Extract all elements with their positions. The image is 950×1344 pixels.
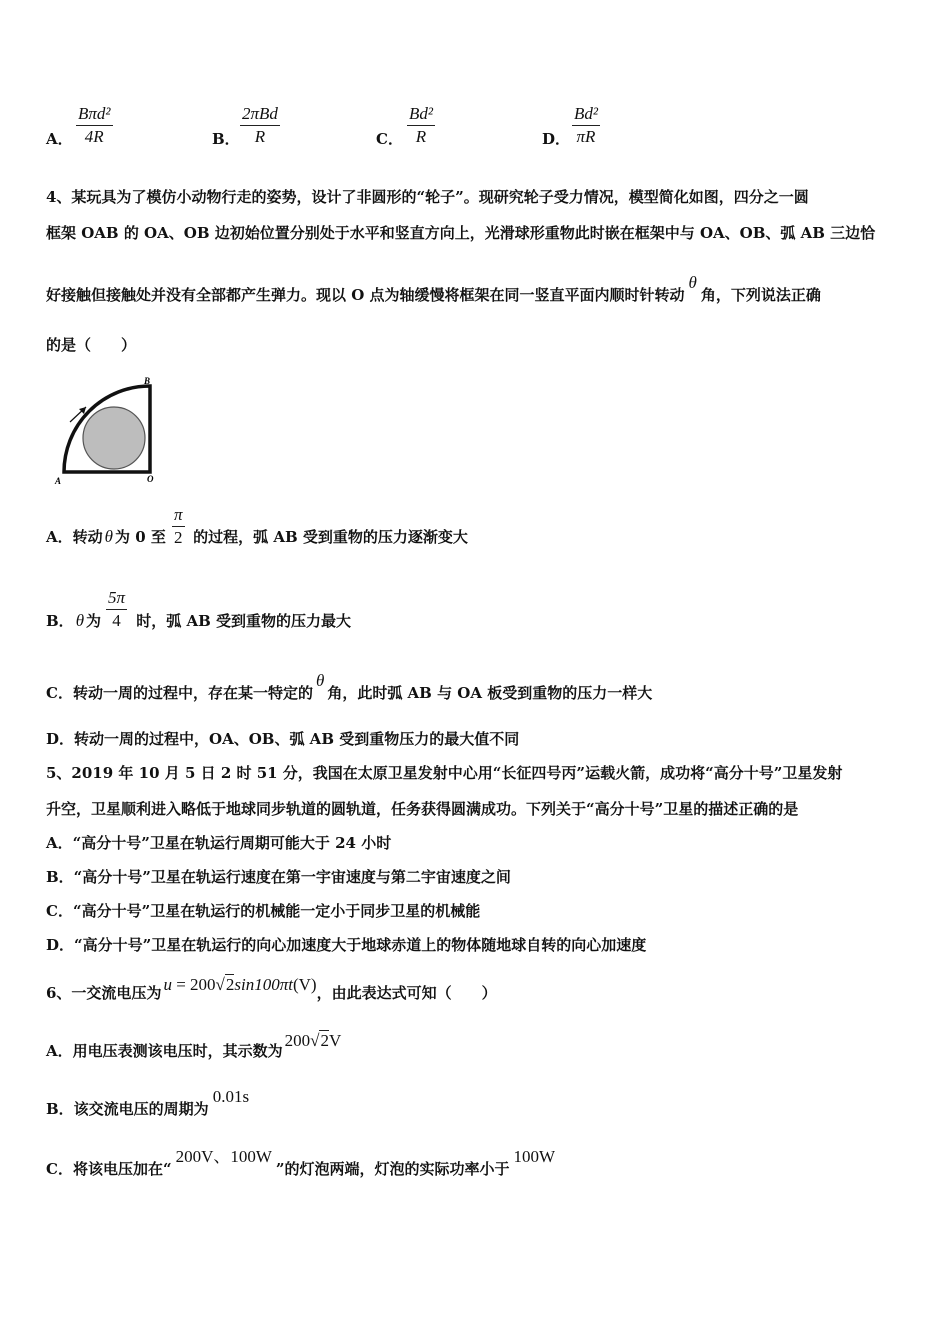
q6-option-c-mid: ”的灯泡两端，灯泡的实际功率小于	[275, 1160, 510, 1178]
q6-formula-eq: = 200	[176, 975, 216, 994]
q6-option-c-power: 100W	[513, 1147, 556, 1166]
q6-formula-sqrt: 2	[225, 975, 235, 994]
q3-option-a-num: Bπd²	[78, 104, 111, 123]
q4-option-b-theta: θ	[75, 611, 85, 630]
q4-option-a-fraction	[172, 505, 185, 548]
q6-option-a-value: 200√2V	[284, 1031, 342, 1050]
q4-stem-line-4: 的是（ ）	[46, 336, 137, 354]
q3-option-b-fraction	[240, 104, 280, 147]
q5-option-c: C．“高分十号”卫星在轨运行的机械能一定小于同步卫星的机械能	[46, 902, 481, 920]
q4-stem-line-3a: 好接触但接触处并没有全部都产生弹力。现以 O 点为轴缓慢将框架在同一竖直平面内顺时针转动	[46, 286, 685, 304]
q4-option-a-theta: θ	[104, 527, 113, 546]
q6-formula-unit: (V)	[292, 975, 317, 994]
q3-option-b-den: R	[254, 127, 266, 146]
q3-option-c-den: R	[415, 127, 427, 146]
q3-option-a-fraction	[76, 104, 113, 147]
q3-option-c-fraction	[407, 104, 435, 147]
ball-weight	[83, 407, 145, 469]
q4-stem-line-3	[46, 273, 821, 306]
q4-option-b-fraction-den: 4	[112, 611, 121, 630]
quarter-circle-frame-figure	[50, 372, 162, 488]
q4-option-a-fraction-num: π	[174, 505, 183, 524]
q4-option-b-mid: 为	[86, 612, 102, 630]
q4-option-c-theta: θ	[315, 671, 325, 690]
q4-option-b-post: 时，弧 AB 受到重物的压力最大	[136, 612, 352, 630]
q6-option-a	[46, 1031, 342, 1062]
q4-option-a-fraction-den: 2	[174, 528, 183, 547]
q6-option-c-pre: C．将该电压加在“	[46, 1160, 172, 1178]
q4-option-a-pre: A．转动	[46, 528, 103, 546]
q4-option-c	[46, 671, 653, 704]
q3-option-c-letter: C．	[376, 130, 403, 148]
q3-option-d-fraction	[572, 104, 600, 147]
label-o: O	[147, 474, 154, 484]
q4-option-a-mid: 为 0 至	[115, 528, 166, 546]
q5-option-d: D．“高分十号”卫星在轨运行的向心加速度大于地球赤道上的物体随地球自转的向心加速度	[46, 936, 647, 954]
q4-stem-line-2: 框架 OAB 的 OA、OB 边初始位置分别处于水平和竖直方向上，光滑球形重物此时嵌在框架中与 OA、OB、弧 AB 三边恰	[46, 224, 876, 242]
q5-option-b: B．“高分十号”卫星在轨运行速度在第一宇宙速度与第二宇宙速度之间	[46, 868, 511, 886]
q6-stem-post: ，由此表达式可知（ ）	[316, 984, 497, 1002]
q4-option-b-fraction-num: 5π	[108, 588, 126, 607]
q6-option-a-value-coef: 200	[284, 1031, 311, 1050]
q6-option-b-text: B．该交流电压的周期为	[46, 1100, 209, 1118]
q6-formula-u: u	[163, 975, 172, 994]
q4-option-c-pre: C．转动一周的过程中，存在某一特定的	[46, 684, 313, 702]
q3-option-a-den: 4R	[84, 127, 104, 146]
q5-stem-line-2: 升空，卫星顺利进入略低于地球同步轨道的圆轨道，任务获得圆满成功。下列关于“高分十号”卫星的描述正确的是	[46, 800, 799, 818]
q3-option-c-num: Bd²	[409, 104, 433, 123]
label-b: B	[144, 376, 151, 386]
q4-stem-line-3b: 角，下列说法正确	[700, 286, 821, 304]
q4-option-b-fraction	[106, 588, 127, 631]
q3-option-b-num: 2πBd	[242, 104, 278, 123]
q3-option-d-den: πR	[576, 127, 596, 146]
q4-theta: θ	[688, 273, 697, 292]
q6-stem	[46, 975, 497, 1004]
q6-formula: u = 200√2sin100πt(V)	[163, 975, 317, 994]
q4-option-d: D．转动一周的过程中，OA、OB、弧 AB 受到重物压力的最大值不同	[46, 730, 520, 748]
q6-option-c	[46, 1147, 556, 1180]
q6-option-b-value: 0.01s	[212, 1087, 250, 1106]
q3-option-a-letter: A．	[46, 130, 73, 148]
q3-option-d-letter: D．	[542, 130, 571, 148]
q4-option-b	[46, 610, 351, 632]
q6-option-a-value-sqrt: 2	[320, 1031, 329, 1050]
q6-option-c-rating: 200V、100W	[175, 1147, 272, 1166]
q4-option-a-post: 的过程，弧 AB 受到重物的压力逐渐变大	[193, 528, 468, 546]
q4-option-a	[46, 526, 468, 548]
q6-stem-pre: 6、一交流电压为	[46, 984, 162, 1002]
q4-option-c-post: 角，此时弧 AB 与 OA 板受到重物的压力一样大	[327, 684, 653, 702]
label-a: A	[55, 476, 62, 486]
q6-formula-sin: sin100πt	[234, 975, 293, 994]
q5-option-a: A．“高分十号”卫星在轨运行周期可能大于 24 小时	[46, 834, 392, 852]
q3-option-b-letter: B．	[212, 130, 240, 148]
q6-option-a-value-unit: V	[328, 1031, 342, 1050]
q6-option-b	[46, 1087, 250, 1120]
q4-option-b-pre: B．	[46, 612, 74, 630]
q3-option-d-num: Bd²	[574, 104, 598, 123]
q4-stem-line-1: 4、某玩具为了模仿小动物行走的姿势，设计了非圆形的“轮子”。现研究轮子受力情况，模型简化如图，四分之一圆	[46, 188, 809, 206]
q6-option-a-text: A．用电压表测该电压时，其示数为	[46, 1042, 283, 1060]
q5-stem-line-1: 5、2019 年 10 月 5 日 2 时 51 分，我国在太原卫星发射中心用“长征四号丙”运载火箭，成功将“高分十号”卫星发射	[46, 764, 843, 782]
